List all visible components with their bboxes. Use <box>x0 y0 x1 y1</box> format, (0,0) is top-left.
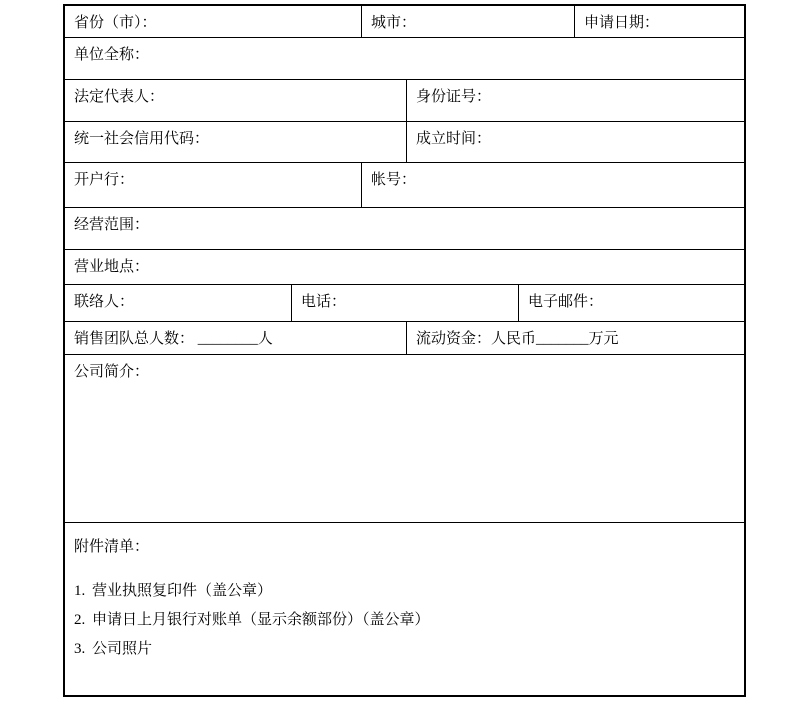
row-contact-phone-email <box>65 285 744 322</box>
field-business-address[interactable] <box>65 250 744 284</box>
row-company-profile <box>65 355 744 523</box>
field-city[interactable] <box>362 6 575 37</box>
attachment-list-cell[interactable] <box>65 523 744 695</box>
field-company-profile-label: 公司简介： <box>74 364 150 380</box>
field-account-number[interactable] <box>362 163 744 207</box>
field-company-full-name[interactable] <box>65 38 744 79</box>
field-city-label: 城市： <box>371 15 417 31</box>
attachment-item-number: 2. <box>74 612 86 628</box>
row-business-scope <box>65 208 744 250</box>
attachment-item-text: 营业执照复印件（盖公章） <box>92 583 273 599</box>
row-credit-code-establish <box>65 122 744 163</box>
attachment-item-number: 3. <box>74 641 86 657</box>
attachment-item-number: 1. <box>74 583 86 599</box>
field-account-number-label: 帐号： <box>371 172 417 188</box>
field-unified-credit-code-label: 统一社会信用代码： <box>74 131 210 147</box>
field-application-date-label: 申请日期： <box>584 15 660 31</box>
field-legal-representative[interactable] <box>65 80 407 121</box>
attachment-item-bank-statement <box>74 612 744 629</box>
field-legal-representative-label: 法定代表人： <box>74 89 165 105</box>
field-application-date[interactable] <box>575 6 744 37</box>
field-id-number-label: 身份证号： <box>416 89 492 105</box>
row-business-address <box>65 250 744 285</box>
attachment-item-company-photo <box>74 641 744 658</box>
attachment-item-business-license <box>74 583 744 600</box>
row-province-city-date <box>65 6 744 38</box>
field-business-address-label: 营业地点： <box>74 259 150 275</box>
field-company-profile[interactable] <box>65 355 744 522</box>
field-bank-name[interactable] <box>65 163 362 207</box>
attachment-list <box>74 583 744 658</box>
field-establishment-date[interactable] <box>407 122 744 162</box>
row-attachments <box>65 523 744 695</box>
field-contact-person-label: 联络人： <box>74 294 135 310</box>
field-email-label: 电子邮件： <box>528 294 604 310</box>
field-establishment-date-label: 成立时间： <box>416 131 492 147</box>
row-company-name <box>65 38 744 80</box>
company-application-form-table <box>63 4 746 697</box>
field-phone-label: 电话： <box>301 294 347 310</box>
attachment-list-title: 附件清单： <box>74 539 150 555</box>
field-unified-credit-code[interactable] <box>65 122 407 162</box>
row-legal-rep-id <box>65 80 744 122</box>
field-id-number[interactable] <box>407 80 744 121</box>
field-province-city-label: 省份（市）： <box>74 15 157 31</box>
field-company-full-name-label: 单位全称： <box>74 47 150 63</box>
attachment-item-text: 申请日上月银行对账单（显示余额部份）（盖公章） <box>92 612 430 628</box>
field-contact-person[interactable] <box>65 285 292 321</box>
field-business-scope[interactable] <box>65 208 744 249</box>
field-bank-name-label: 开户行： <box>74 172 135 188</box>
field-working-capital[interactable] <box>407 322 744 354</box>
field-phone[interactable] <box>292 285 519 321</box>
field-business-scope-label: 经营范围： <box>74 217 150 233</box>
field-email[interactable] <box>519 285 744 321</box>
row-team-size-capital <box>65 322 744 355</box>
field-sales-team-size-label: 销售团队总人数： ________人 <box>74 331 273 347</box>
row-bank-account <box>65 163 744 208</box>
field-sales-team-size[interactable] <box>65 322 407 354</box>
field-province-city[interactable] <box>65 6 362 37</box>
attachment-item-text: 公司照片 <box>92 641 153 657</box>
field-working-capital-label: 流动资金：人民币_______万元 <box>416 331 619 347</box>
